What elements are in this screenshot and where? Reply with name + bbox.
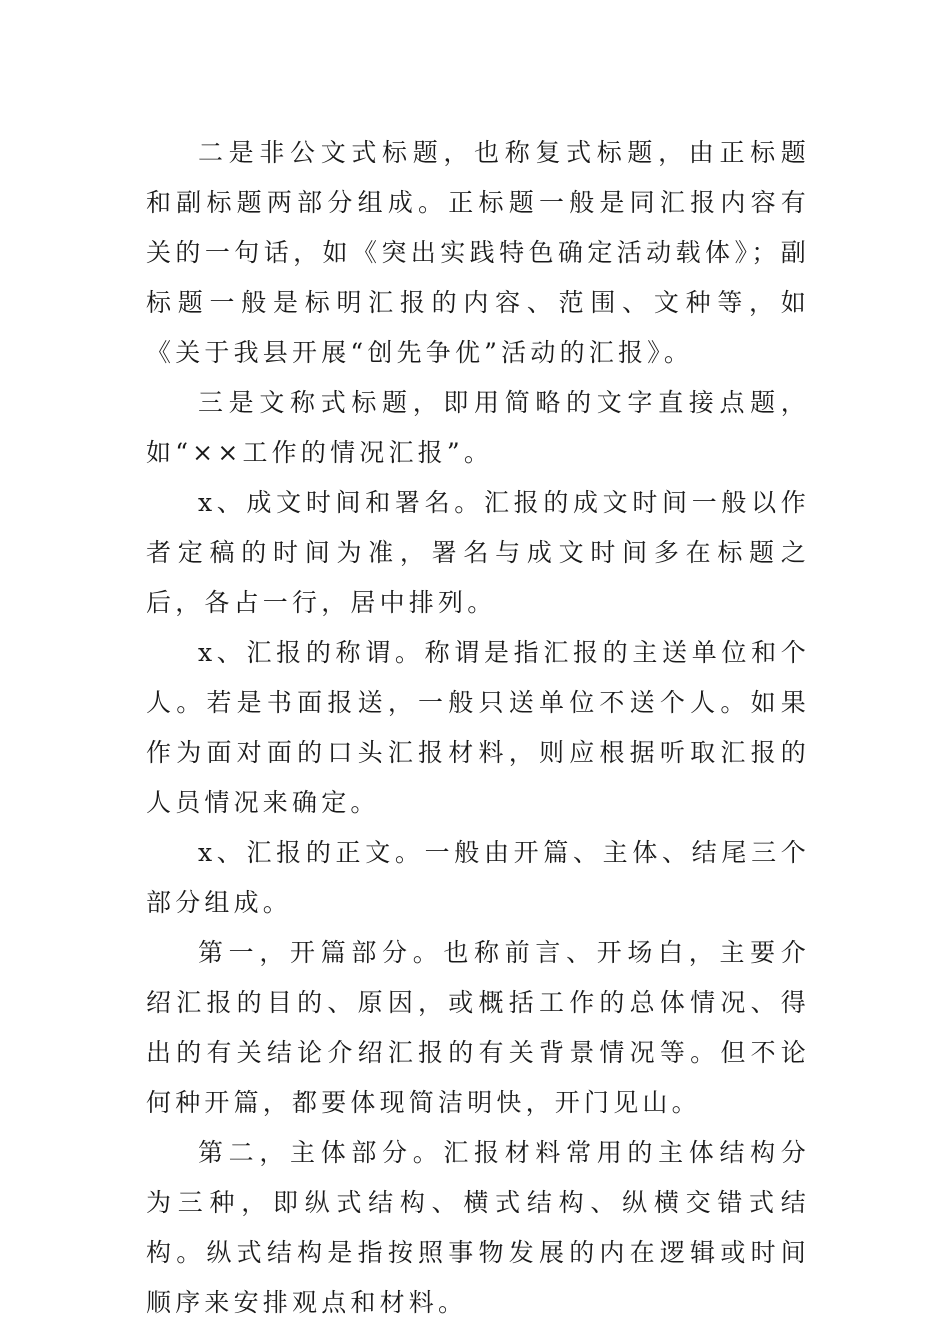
paragraph-date-signature: x、成文时间和署名。汇报的成文时间一般以作者定稿的时间为准，署名与成文时间多在标题之后，各占一行，居中排列。 bbox=[146, 488, 810, 617]
paragraph-main-section: 第二，主体部分。汇报材料常用的主体结构分为三种，即纵式结构、横式结构、纵横交错式结构。纵式结构是指按照事物发展的内在逻辑或时间顺序来安排观点和材料。 bbox=[146, 1138, 810, 1317]
paragraph-salutation: x、汇报的称谓。称谓是指汇报的主送单位和个人。若是书面报送，一般只送单位不送个人。如果作为面对面的口头汇报材料，则应根据听取汇报的人员情况来确定。 bbox=[146, 638, 810, 817]
paragraph-title-compound: 二是非公文式标题，也称复式标题，由正标题和副标题两部分组成。正标题一般是同汇报内容有关的一句话，如《突出实践特色确定活动载体》；副标题一般是标明汇报的内容、范围、文种等，如《关于我县开展“创先争优”活动的汇报》。 bbox=[146, 138, 810, 367]
paragraph-title-descriptive: 三是文称式标题，即用简略的文字直接点题，如“××工作的情况汇报”。 bbox=[146, 388, 810, 467]
paragraph-opening-section: 第一，开篇部分。也称前言、开场白，主要介绍汇报的目的、原因，或概括工作的总体情况、得出的有关结论介绍汇报的有关背景情况等。但不论何种开篇，都要体现简洁明快，开门见山。 bbox=[146, 938, 810, 1117]
document-page bbox=[146, 128, 810, 1328]
paragraph-body-intro: x、汇报的正文。一般由开篇、主体、结尾三个部分组成。 bbox=[146, 838, 810, 917]
